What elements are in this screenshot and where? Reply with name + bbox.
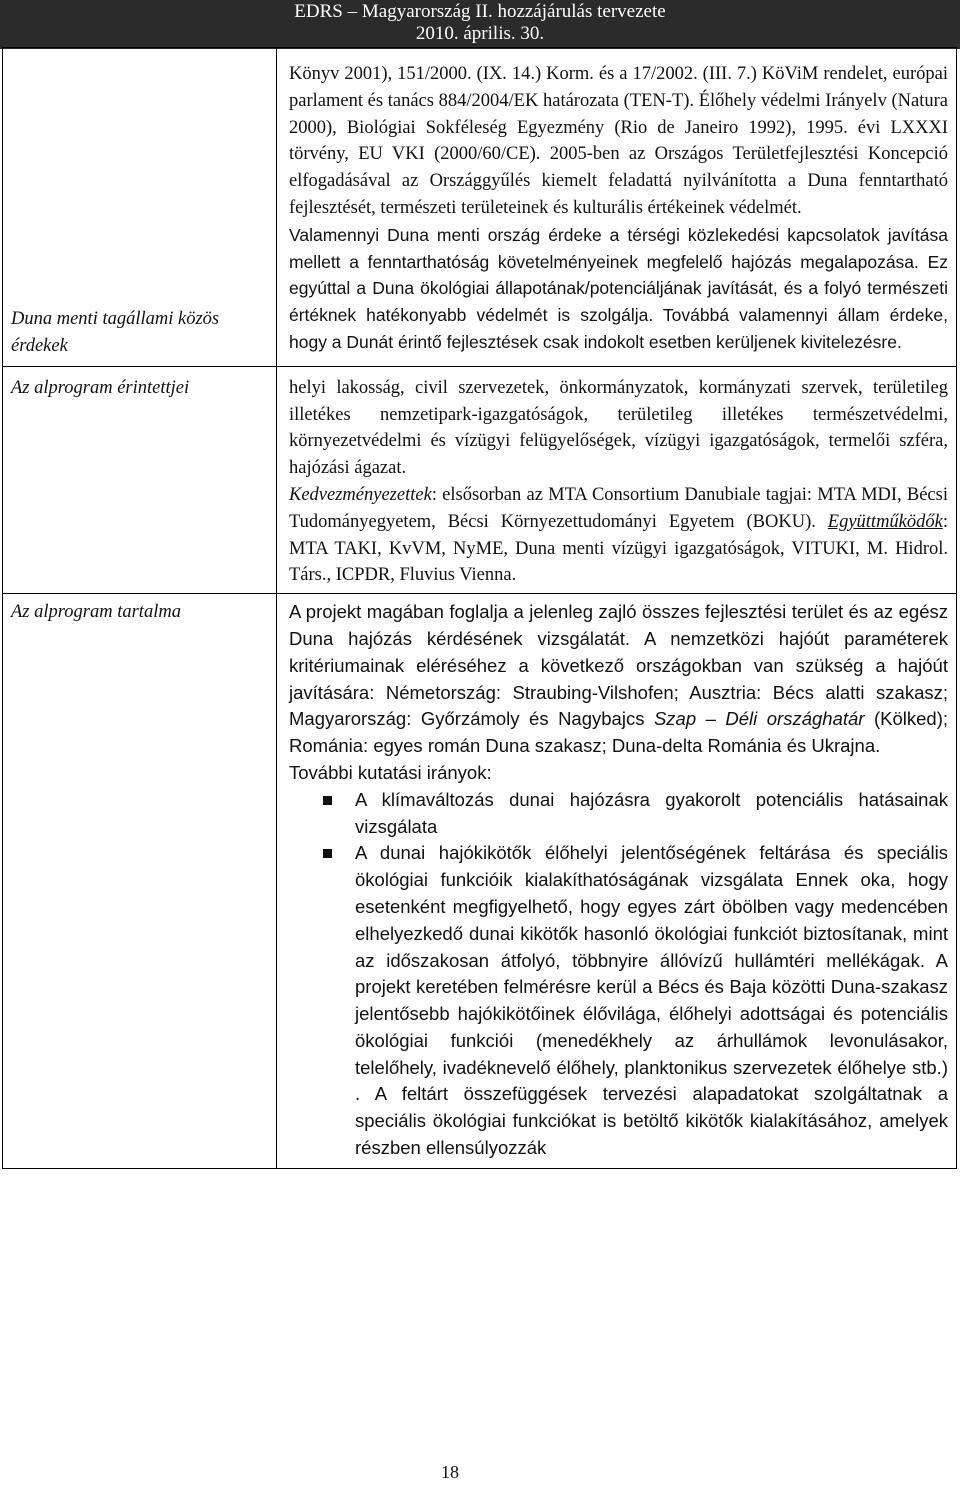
header-date: 2010. április. 30. bbox=[415, 23, 545, 44]
beneficiaries-text: : elsősorban az MTA Consortium Danubiale tagjai: MTA MDI, Bécsi Tudományegyetem, Bécsi Környezettudományi Egyetem (BOKU). bbox=[289, 484, 948, 532]
page-number: 18 bbox=[441, 1462, 459, 1482]
paragraph: Valamennyi Duna menti ország érdeke a térségi közlekedési kapcsolatok javítása mellett a fenntarthatóság követelményeinek megfelelő hajózás megalapozása. Ez egyúttal a Duna ökológiai állapotának/potenciáljának javítását, és a folyó természeti értéknek hatékonyabb védelmét is szolgálja. Továbbá valamennyi állam érdeke, hogy a Dunát érintő fejlesztések csak indokolt esetben kerüljenek kivitelezésre. bbox=[289, 224, 948, 352]
square-bullet-icon bbox=[323, 796, 332, 805]
row-content-stakeholders bbox=[277, 366, 957, 593]
partners-label: Együttműködők bbox=[827, 511, 943, 532]
further-research-heading: További kutatási irányok: bbox=[289, 761, 492, 783]
paragraph bbox=[289, 482, 948, 589]
beneficiaries-label: Kedvezményezettek bbox=[289, 484, 432, 505]
list-item-text: A dunai hajókikötők élőhelyi jelentőségének feltárása és speciális ökológiai funkcióik kialakíthatóságának vizsgálata Ennek oka, hogy esetenként megfigyelhető, hogy egyes zárt öbölben vagy medencében elhelyezkedő dunai kikötők hasonló ökológiai funkciót biztosítanak, mint az időszakosan átfolyó, többnyire állóvízű hullámtéri mellékágak. A projekt keretében felmérésre kerül a Bécs és Baja közötti Duna-szakasz jelentősebb hajókikötőinek élővilága, élőhelyi adottságai és potenciális ökológiai funkciói (menedékhely az árhullámok levonulásakor, telelőhely, ivadéknevelő élőhely, planktonikus szervezetek élőhelye stb.) . A feltárt összefüggések tervezési alapadatokat szolgáltatnak a speciális ökológiai funkciókat is betöltő kikötők kialakításához, amelyek részben ellensúlyozzák bbox=[355, 842, 948, 1159]
list-item bbox=[355, 840, 948, 1162]
table-row bbox=[3, 594, 957, 1169]
square-bullet-icon bbox=[323, 849, 332, 858]
text-run: (Kölked); Románia: egyes román Duna szakasz; Duna-delta Románia és Ukrajna. bbox=[289, 708, 948, 757]
table-row bbox=[3, 48, 957, 367]
row-label-danube-interests: Duna menti tagállami közös érdekek bbox=[3, 48, 277, 367]
text-run-italic: Szap – Déli országhatár bbox=[653, 708, 865, 730]
list-item-text: A klímaváltozás dunai hajózásra gyakorolt potenciális hatásainak vizsgálata bbox=[355, 788, 948, 837]
header-title: EDRS – Magyarország II. hozzájárulás tervezete bbox=[294, 1, 666, 22]
row-label-stakeholders: Az alprogram érintettjei bbox=[3, 366, 277, 593]
list-item bbox=[355, 787, 948, 841]
table-row bbox=[3, 366, 957, 593]
row-label-content: Az alprogram tartalma bbox=[3, 594, 277, 1169]
content-table bbox=[2, 47, 957, 1169]
text-run: A projekt magában foglalja a jelenleg zajló összes fejlesztési terület és az egész Duna hajózás kérdésének vizsgálatát. A nemzetközi hajóút paraméterek kritériumainak eléréséhez a következő országokban van szükség a hajóút javítására: Németország: Straubing-Vilshofen; Ausztria: Bécs alatti szakasz; Magyarország: Győrzámoly és Nagybajcs bbox=[289, 601, 948, 730]
row-content-program bbox=[277, 594, 957, 1169]
row-content-danube-interests bbox=[277, 48, 957, 367]
partners-text: : MTA TAKI, KvVM, NyME, Duna menti vízügyi igazgatóságok, VITUKI, M. Hidrol. Társ., ICPDR, Fluvius Vienna. bbox=[289, 511, 948, 586]
paragraph bbox=[289, 599, 948, 760]
paragraph: Könyv 2001), 151/2000. (IX. 14.) Korm. és a 17/2002. (III. 7.) KöViM rendelet, európai parlament és tanács 884/2004/EK határozata (TEN-T). Élőhely védelmi Irányelv (Natura 2000), Biológiai Sokféleség Egyezmény (Rio de Janeiro 1992), 1995. évi LXXXI törvény, EU VKI (2000/60/CE). 2005-ben az Országos Területfejlesztési Koncepció elfogadásával az Országgyűlés kiemelt feladattá nyilvánította a Duna fenntartható fejlesztését, természeti területeinek és kulturális értékeinek védelmét. bbox=[289, 64, 948, 218]
document-header bbox=[0, 0, 960, 49]
bullet-list bbox=[289, 787, 948, 1162]
paragraph: helyi lakosság, civil szervezetek, önkormányzatok, kormányzati szervek, területileg illetékes nemzetipark-igazgatóságok, területileg illetékes természetvédelmi, környezetvédelmi és vízügyi felügyelőségek, vízügyi igazgatóságok, termelői szféra, hajózási ágazat. bbox=[289, 377, 948, 479]
